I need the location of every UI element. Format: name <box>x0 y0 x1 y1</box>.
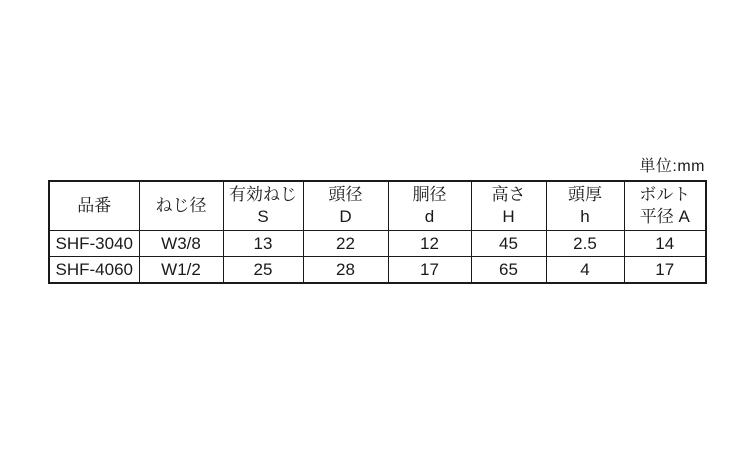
cell-body-dia: 12 <box>388 231 471 257</box>
header-cell-body-dia <box>388 181 471 231</box>
cell-head-dia: 22 <box>303 231 388 257</box>
cell-head-thickness: 4 <box>546 257 624 284</box>
cell-head-thickness: 2.5 <box>546 231 624 257</box>
header-label: 高さ <box>491 185 526 204</box>
cell-head-dia: 28 <box>303 257 388 284</box>
table-header-row <box>49 181 706 231</box>
cell-effective-thread: 25 <box>223 257 303 284</box>
header-symbol: S <box>257 207 269 226</box>
cell-body-dia: 17 <box>388 257 471 284</box>
table-row <box>49 231 706 257</box>
cell-bolt-flat: 14 <box>624 231 706 257</box>
unit-label: 単位:mm <box>639 158 705 175</box>
header-cell-head-thickness <box>546 181 624 231</box>
cell-height: 45 <box>471 231 546 257</box>
spec-sheet <box>48 156 705 284</box>
header-label: 頭厚 <box>568 185 602 204</box>
header-symbol: h <box>580 207 590 226</box>
header-cell-height <box>471 181 546 231</box>
header-symbol: d <box>424 207 435 226</box>
header-label: ボルト <box>639 185 691 204</box>
spec-table <box>48 180 707 284</box>
header-cell-thread-dia <box>139 181 223 231</box>
cell-thread-dia: W1/2 <box>139 257 223 284</box>
header-cell-effective-thread <box>223 181 303 231</box>
header-symbol: D <box>339 207 352 226</box>
header-symbol: 平径 A <box>639 207 690 226</box>
header-label: 品番 <box>77 196 112 215</box>
header-cell-bolt-flat <box>624 181 706 231</box>
cell-thread-dia: W3/8 <box>139 231 223 257</box>
header-label: ねじ径 <box>155 196 207 215</box>
header-cell-part-number <box>49 181 139 231</box>
cell-height: 65 <box>471 257 546 284</box>
cell-bolt-flat: 17 <box>624 257 706 284</box>
header-label: 胴径 <box>412 185 447 204</box>
header-label: 有効ねじ <box>229 185 297 204</box>
header-symbol: H <box>502 207 515 226</box>
header-cell-head-dia <box>303 181 388 231</box>
cell-part-number: SHF-4060 <box>49 257 139 284</box>
table-row <box>49 257 706 284</box>
cell-part-number: SHF-3040 <box>49 231 139 257</box>
header-label: 頭径 <box>328 185 363 204</box>
cell-effective-thread: 13 <box>223 231 303 257</box>
